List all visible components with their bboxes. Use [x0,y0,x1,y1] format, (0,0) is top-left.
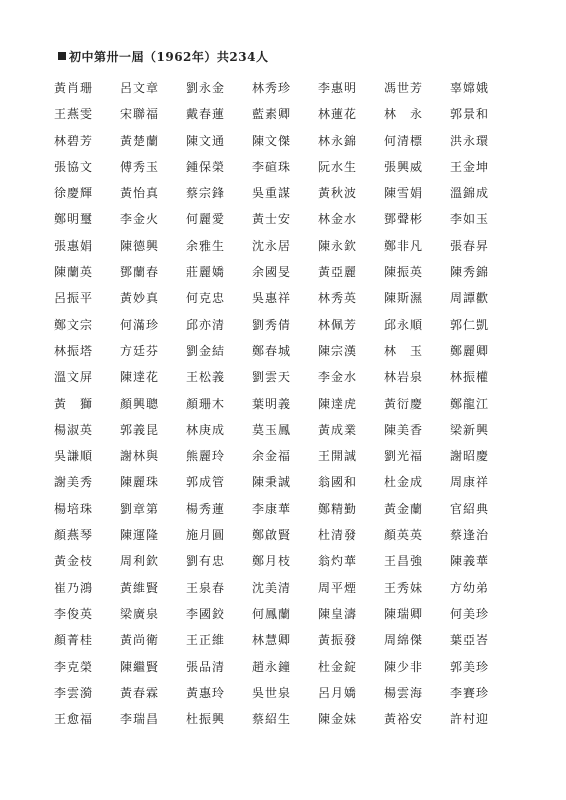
name-cell: 李克榮 [54,659,94,674]
name-cell: 黃振發 [318,633,358,648]
name-cell: 周平煙 [318,580,358,595]
name-cell: 黃維賢 [120,580,160,595]
name-cell: 蔡紹生 [252,712,292,727]
name-cell: 梁廣泉 [120,606,160,621]
name-cell: 李康華 [252,501,292,516]
name-cell: 莫玉鳳 [252,422,292,437]
name-cell: 林 永 [384,107,424,122]
name-cell: 王正維 [186,633,226,648]
name-cell: 黃衍慶 [384,396,424,411]
name-cell: 鄧蘭春 [120,265,160,280]
name-cell: 謝林與 [120,449,160,464]
name-cell: 劉章第 [120,501,160,516]
name-cell: 顏英英 [384,528,424,543]
name-cell: 楊秀蓮 [186,501,226,516]
section-heading [58,48,268,65]
name-cell: 溫文屏 [54,370,94,385]
name-cell: 李俊英 [54,606,94,621]
name-cell: 鄭非凡 [384,238,424,253]
name-cell: 林秀珍 [252,81,292,95]
name-cell: 余雅生 [186,238,226,253]
name-cell: 陳斯濕 [384,291,424,306]
name-cell: 趙永鐘 [252,659,292,674]
name-cell: 阮水生 [318,159,358,174]
name-cell: 李金水 [318,370,358,385]
name-cell: 陳文通 [186,133,226,148]
name-cell: 陳運隆 [120,528,160,543]
name-cell: 周康祥 [450,475,490,490]
name-cell: 何美珍 [450,606,490,621]
name-cell: 傅秀玉 [120,159,160,174]
name-cell: 鄭文宗 [54,317,94,332]
name-cell: 呂振平 [54,291,94,306]
name-cell: 郭仁凱 [450,317,490,332]
name-cell: 葉明義 [252,396,292,411]
name-cell: 黃金蘭 [384,501,424,516]
name-cell: 杜清發 [318,528,358,543]
name-cell: 張興威 [384,159,424,174]
name-cell: 陳少非 [384,659,424,674]
name-cell: 陳文傑 [252,133,292,148]
name-cell: 李國鉸 [186,606,226,621]
name-cell: 陳秉誠 [252,475,292,490]
name-cell: 林慧卿 [252,633,292,648]
name-cell: 劉有忠 [186,554,226,569]
name-cell: 沈美清 [252,580,292,595]
name-cell: 陳達虎 [318,396,358,411]
name-cell: 余金福 [252,449,292,464]
name-cell: 陳秀錦 [450,265,490,280]
name-cell: 鄭麗卿 [450,343,490,358]
name-cell: 李惠明 [318,81,358,95]
name-cell: 蔡逢治 [450,528,490,543]
name-cell: 周利欽 [120,554,160,569]
name-cell: 王開誠 [318,449,358,464]
name-cell: 張春昇 [450,238,490,253]
name-cell: 李如玉 [450,212,490,227]
name-cell: 李賽珍 [450,685,490,700]
name-cell: 何克忠 [186,291,226,306]
name-cell: 郭義昆 [120,422,160,437]
name-cell: 呂文章 [120,81,160,95]
name-cell: 鍾保榮 [186,159,226,174]
name-cell: 劉光福 [384,449,424,464]
name-cell: 林永錦 [318,133,358,148]
name-cell: 杜振興 [186,712,226,727]
square-bullet-icon [58,52,66,60]
name-cell: 李金火 [120,212,160,227]
name-cell: 王秀妹 [384,580,424,595]
name-cell: 王愈福 [54,712,94,727]
name-cell: 劉金結 [186,343,226,358]
name-cell: 黃楚蘭 [120,133,160,148]
name-cell: 顏燕琴 [54,528,94,543]
name-cell: 林振塔 [54,343,94,358]
name-cell: 顏珊木 [186,396,226,411]
name-cell: 鄭月枝 [252,554,292,569]
name-cell: 吳惠祥 [252,291,292,306]
name-cell: 呂月嬌 [318,685,358,700]
name-cell: 顏興聰 [120,396,160,411]
name-cell: 林 玉 [384,343,424,358]
name-cell: 官紹典 [450,501,490,516]
name-cell: 翁灼華 [318,554,358,569]
name-cell: 陳達花 [120,370,160,385]
name-cell: 莊麗嬌 [186,265,226,280]
name-cell: 劉永金 [186,81,226,95]
name-list [54,78,516,735]
name-cell: 郭景和 [450,107,490,122]
name-cell: 李雲漪 [54,685,94,700]
name-cell: 邱亦清 [186,317,226,332]
name-cell: 劉雲天 [252,370,292,385]
name-cell: 楊淑英 [54,422,94,437]
name-cell: 戴春蓮 [186,107,226,122]
name-cell: 黃惠玲 [186,685,226,700]
name-cell: 宋聯福 [120,107,160,122]
name-cell: 杜金成 [384,475,424,490]
name-cell: 陳麗珠 [120,475,160,490]
name-cell: 郭美珍 [450,659,490,674]
name-cell: 翁國和 [318,475,358,490]
name-cell: 鄭啟賢 [252,528,292,543]
name-cell: 鄧聲彬 [384,212,424,227]
name-cell: 何麗愛 [186,212,226,227]
name-cell: 鄭明璽 [54,212,94,227]
name-cell: 黃妙真 [120,291,160,306]
name-cell: 黃秋波 [318,186,358,201]
name-cell: 杜金錠 [318,659,358,674]
name-cell: 徐慶輝 [54,186,94,201]
name-cell: 劉秀倩 [252,317,292,332]
name-cell: 王金坤 [450,159,490,174]
name-cell: 陳皇濤 [318,606,358,621]
name-cell: 蔡宗鋒 [186,186,226,201]
name-cell: 邱永順 [384,317,424,332]
name-cell: 洪永環 [450,133,490,148]
name-cell: 陳雪娟 [384,186,424,201]
name-cell: 李瑞昌 [120,712,160,727]
name-cell: 溫錦成 [450,186,490,201]
name-cell: 施月圓 [186,528,226,543]
name-cell: 黃亞麗 [318,265,358,280]
name-cell: 楊培珠 [54,501,94,516]
name-cell: 林振權 [450,370,490,385]
name-cell: 陳永欽 [318,238,358,253]
name-cell: 崔乃鴻 [54,580,94,595]
name-cell: 陳義華 [450,554,490,569]
name-cell: 梁新興 [450,422,490,437]
name-cell: 馮世芳 [384,81,424,95]
name-cell: 陳美香 [384,422,424,437]
name-cell: 張協文 [54,159,94,174]
name-cell: 林岩泉 [384,370,424,385]
name-cell: 楊雲海 [384,685,424,700]
name-cell: 黃成業 [318,422,358,437]
name-cell: 藍素卿 [252,107,292,122]
name-cell: 顏菁桂 [54,633,94,648]
name-cell: 郭成管 [186,475,226,490]
name-cell: 王昌強 [384,554,424,569]
name-cell: 黃春霖 [120,685,160,700]
name-cell: 黃尚衛 [120,633,160,648]
name-cell: 林庚成 [186,422,226,437]
name-cell: 黃 獅 [54,396,94,411]
name-cell: 沈永居 [252,238,292,253]
name-cell: 吳謙順 [54,449,94,464]
name-cell: 陳振英 [384,265,424,280]
name-cell: 吳世泉 [252,685,292,700]
name-cell: 王燕雯 [54,107,94,122]
name-cell: 何滿珍 [120,317,160,332]
name-cell: 王泉春 [186,580,226,595]
name-cell: 陳繼賢 [120,659,160,674]
name-cell: 陳蘭英 [54,265,94,280]
name-cell: 辜嫦娥 [450,81,490,95]
name-cell: 黃肖珊 [54,81,94,95]
name-cell: 周綿傑 [384,633,424,648]
name-cell: 方幼弟 [450,580,490,595]
name-cell: 張品清 [186,659,226,674]
name-cell: 林碧芳 [54,133,94,148]
name-cell: 謝美秀 [54,475,94,490]
name-cell: 林佩芳 [318,317,358,332]
name-cell: 黃士安 [252,212,292,227]
name-cell: 鄭春城 [252,343,292,358]
name-cell: 謝昭慶 [450,449,490,464]
name-cell: 林秀英 [318,291,358,306]
name-cell: 王松義 [186,370,226,385]
name-cell: 吳重謀 [252,186,292,201]
name-cell: 陳德興 [120,238,160,253]
name-cell: 何清標 [384,133,424,148]
name-cell: 陳瑞卿 [384,606,424,621]
name-cell: 陳金妹 [318,712,358,727]
name-cell: 李碹珠 [252,159,292,174]
name-cell: 方廷芬 [120,343,160,358]
name-cell: 林金水 [318,212,358,227]
name-cell: 鄭龍江 [450,396,490,411]
name-cell: 何鳳蘭 [252,606,292,621]
name-cell: 許村迎 [450,712,490,727]
name-cell: 黃金枝 [54,554,94,569]
name-cell: 余國旻 [252,265,292,280]
heading-text: 初中第卅一屆（1962年）共234人 [69,50,269,64]
name-cell: 熊麗玲 [186,449,226,464]
name-cell: 周譚歡 [450,291,490,306]
name-cell: 葉亞峇 [450,633,490,648]
name-cell: 陳宗漢 [318,343,358,358]
name-cell: 鄭精勤 [318,501,358,516]
name-cell: 黃裕安 [384,712,424,727]
name-cell: 黃怡真 [120,186,160,201]
name-cell: 張惠娟 [54,238,94,253]
name-cell: 林蓮花 [318,107,358,122]
